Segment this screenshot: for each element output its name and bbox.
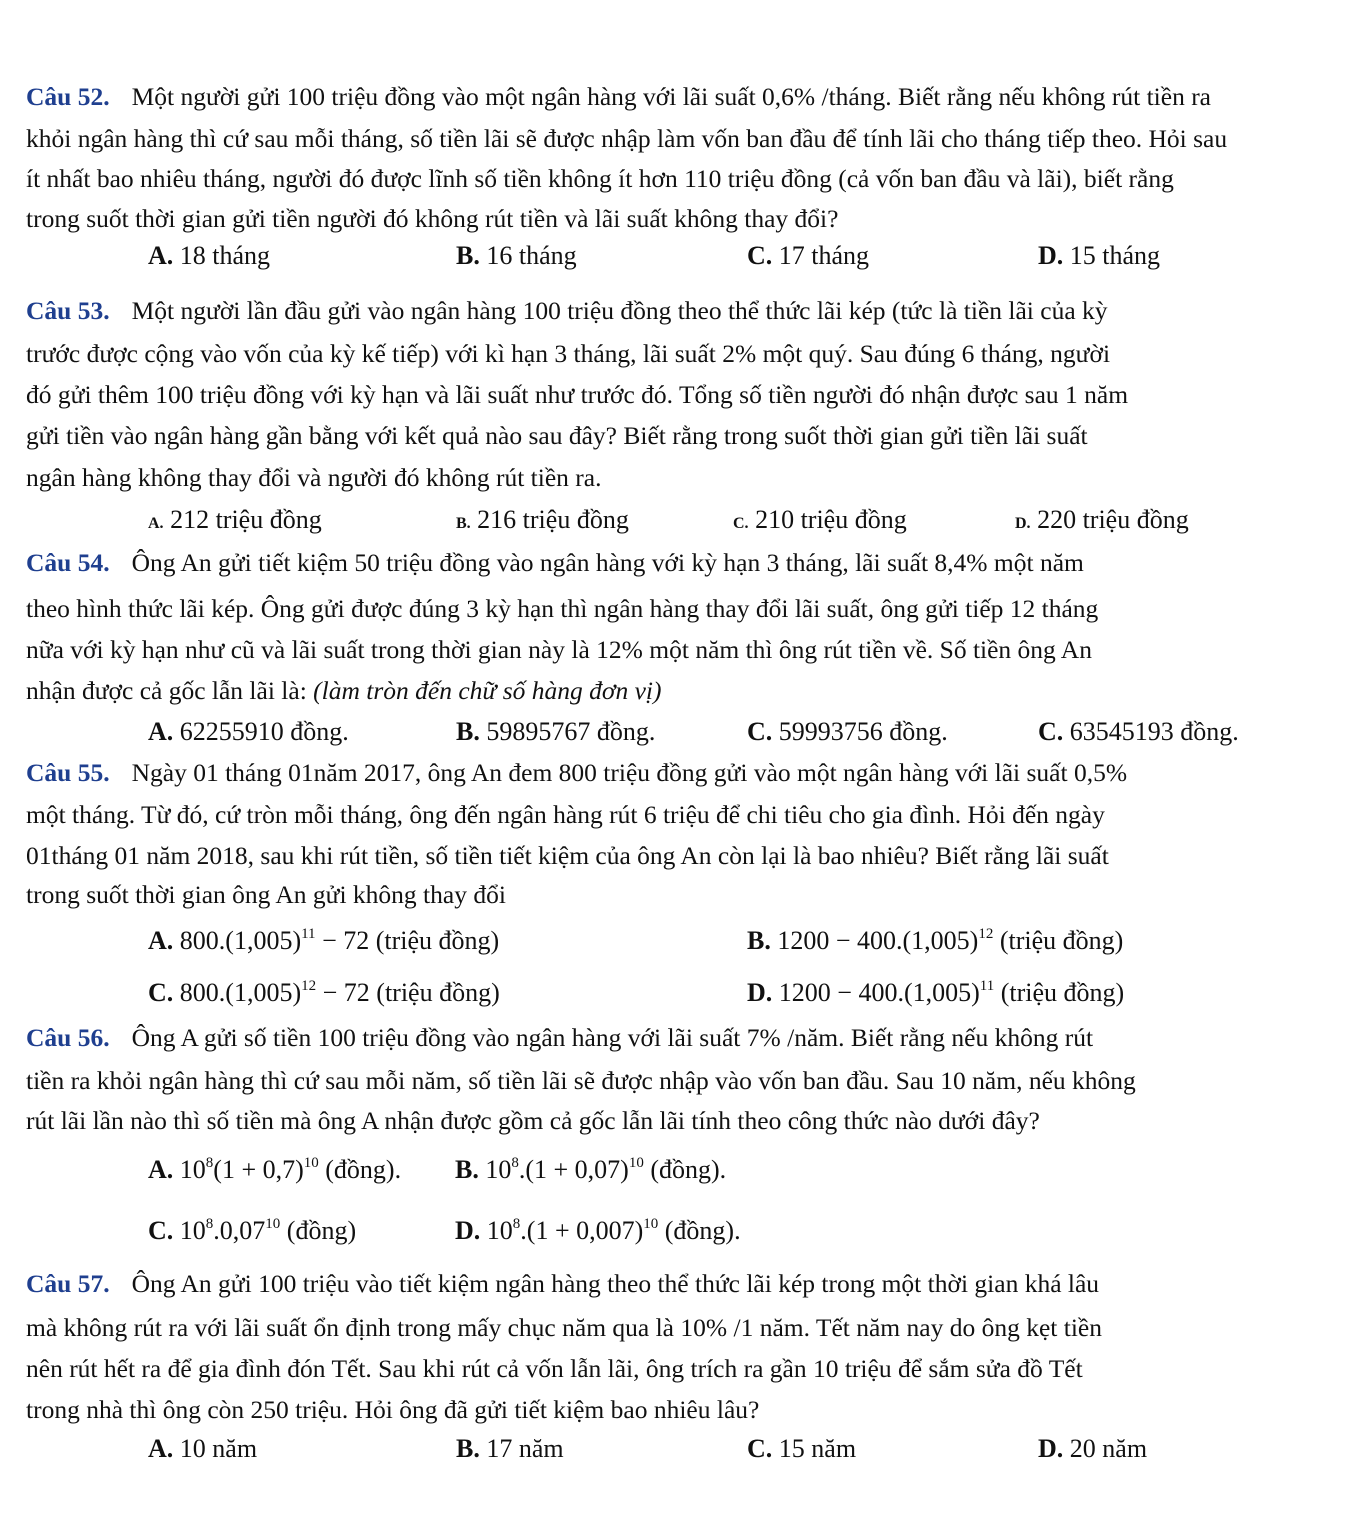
question-53-line-5: ngân hàng không thay đổi và người đó không rút tiền ra.: [26, 463, 602, 492]
question-56-choice-d[interactable]: D. $10^8.(1 + 0,007)^{10}$ (đồng).: [455, 1216, 741, 1245]
question-53-choice-b[interactable]: B. 216 triệu đồng: [456, 505, 629, 534]
question-57-choice-d[interactable]: D. 20 năm: [1038, 1434, 1148, 1463]
question-53-line-2: trước được cộng vào vốn của kỳ kế tiếp) với kì hạn 3 tháng, lãi suất 2% một quý. Sau đúng 6 tháng, người: [26, 339, 1111, 368]
question-53-line-4: gửi tiền vào ngân hàng gần bằng với kết quả nào sau đây? Biết rằng trong suốt thời gian gửi tiền lãi suất: [26, 421, 1088, 450]
question-52-line-4: trong suốt thời gian gửi tiền người đó không rút tiền và lãi suất không thay đổi?: [26, 204, 839, 233]
question-54-line-2: theo hình thức lãi kép. Ông gửi được đúng 3 kỳ hạn thì ngân hàng thay đổi lãi suất, ông gửi tiếp 12 tháng: [26, 594, 1099, 623]
question-54-choice-c[interactable]: C. 59993756 đồng.: [747, 717, 948, 746]
question-54-label: Câu 54.: [26, 548, 110, 577]
question-57-choice-a[interactable]: A. 10 năm: [148, 1434, 258, 1463]
question-52-choice-d[interactable]: D. 15 tháng: [1038, 241, 1161, 270]
question-53-choice-c[interactable]: C. 210 triệu đồng: [733, 505, 907, 534]
question-56-choice-c[interactable]: C. $10^8.0,07^{10}$ (đồng): [148, 1216, 357, 1245]
question-57-choice-c[interactable]: C. 15 năm: [747, 1434, 857, 1463]
question-55-choice-d[interactable]: D. $1200 - 400.(1,005)^{11}$ (triệu đồng): [747, 978, 1125, 1007]
question-55-line-4: trong suốt thời gian ông An gửi không thay đổi: [26, 880, 506, 909]
question-57-line-3: nên rút hết ra để gia đình đón Tết. Sau khi rút cả vốn lẫn lãi, ông trích ra gần 10 triệu để sắm sửa đồ Tết: [26, 1354, 1083, 1383]
question-57-line-4: trong nhà thì ông còn 250 triệu. Hỏi ông đã gửi tiết kiệm bao nhiêu lâu?: [26, 1395, 760, 1424]
question-56-line-3: rút lãi lần nào thì số tiền mà ông A nhận được gồm cả gốc lẫn lãi tính theo công thức nào dưới đây?: [26, 1106, 1040, 1135]
question-56-line-2: tiền ra khỏi ngân hàng thì cứ sau mỗi năm, số tiền lãi sẽ được nhập vào vốn ban đầu. Sau 10 năm, nếu không: [26, 1066, 1136, 1095]
question-54-choice-b[interactable]: B. 59895767 đồng.: [456, 717, 656, 746]
question-52-choice-c[interactable]: C. 17 tháng: [747, 241, 870, 270]
question-55-choice-b[interactable]: B. $1200 - 400.(1,005)^{12}$ (triệu đồng): [747, 926, 1124, 955]
question-54-line-4: nhận được cả gốc lẫn lãi là: (làm tròn đến chữ số hàng đơn vị): [26, 676, 662, 705]
question-53-line-1: Câu 53. Một người lần đầu gửi vào ngân hàng 100 triệu đồng theo thể thức lãi kép (tức là tiền lãi của kỳ: [26, 296, 1108, 325]
question-54-line-1: Câu 54. Ông An gửi tiết kiệm 50 triệu đồng vào ngân hàng với kỳ hạn 3 tháng, lãi suất 8,4% một năm: [26, 548, 1084, 577]
question-52-line-2: khỏi ngân hàng thì cứ sau mỗi tháng, số tiền lãi sẽ được nhập làm vốn ban đầu để tính lãi cho tháng tiếp theo. Hỏi sau: [26, 124, 1228, 153]
question-54-choice-d[interactable]: C. 63545193 đồng.: [1038, 717, 1239, 746]
question-53-choice-a[interactable]: A. 212 triệu đồng: [148, 505, 322, 534]
question-55-line-3: 01tháng 01 năm 2018, sau khi rút tiền, số tiền tiết kiệm của ông An còn lại là bao nhiêu? Biết rằng lãi suất: [26, 841, 1109, 870]
question-55-choice-a[interactable]: A. $800.(1,005)^{11} - 72$ (triệu đồng): [148, 926, 500, 955]
question-57-line-2: mà không rút ra với lãi suất ổn định trong mấy chục năm qua là 10% /1 năm. Tết năm nay do ông kẹt tiền: [26, 1313, 1102, 1342]
question-53-label: Câu 53.: [26, 296, 110, 325]
question-57-choice-b[interactable]: B. 17 năm: [456, 1434, 564, 1463]
question-56-choice-b[interactable]: B. $10^8.(1 + 0,07)^{10}$ (đồng).: [455, 1155, 727, 1184]
question-56-line-1: Câu 56. Ông A gửi số tiền 100 triệu đồng vào ngân hàng với lãi suất 7% /năm. Biết rằng nếu không rút: [26, 1023, 1094, 1052]
question-55-line-1: Câu 55. Ngày 01 tháng 01năm 2017, ông An đem 800 triệu đồng gửi vào một ngân hàng với lãi suất 0,5%: [26, 758, 1128, 787]
question-52-line-3: ít nhất bao nhiêu tháng, người đó được lĩnh số tiền không ít hơn 110 triệu đồng (cả vốn ban đầu và lãi), biết rằng: [26, 164, 1174, 193]
question-55-line-2: một tháng. Từ đó, cứ tròn mỗi tháng, ông đến ngân hàng rút 6 triệu để chi tiêu cho gia đình. Hỏi đến ngày: [26, 800, 1105, 829]
question-53-choice-d[interactable]: D. 220 triệu đồng: [1015, 505, 1189, 534]
question-56-choice-a[interactable]: A. $10^8(1 + 0,7)^{10}$ (đồng).: [148, 1155, 402, 1184]
question-57-label: Câu 57.: [26, 1269, 110, 1298]
question-57-line-1: Câu 57. Ông An gửi 100 triệu vào tiết kiệm ngân hàng theo thể thức lãi kép trong một thời gian khá lâu: [26, 1269, 1100, 1298]
question-52-label: Câu 52.: [26, 82, 110, 111]
question-55-label: Câu 55.: [26, 758, 110, 787]
question-52-line-1: Câu 52. Một người gửi 100 triệu đồng vào một ngân hàng với lãi suất 0,6% /tháng. Biết rằng nếu không rút tiền ra: [26, 82, 1212, 111]
question-55-choice-c[interactable]: C. $800.(1,005)^{12} - 72$ (triệu đồng): [148, 978, 500, 1007]
rounding-note: (làm tròn đến chữ số hàng đơn vị): [313, 676, 662, 705]
question-52-choice-a[interactable]: A. 18 tháng: [148, 241, 271, 270]
question-54-line-3: nữa với kỳ hạn như cũ và lãi suất trong thời gian này là 12% một năm thì ông rút tiền về. Số tiền ông An: [26, 635, 1092, 664]
question-53-line-3: đó gửi thêm 100 triệu đồng với kỳ hạn và lãi suất như trước đó. Tổng số tiền người đó nhận được sau 1 năm: [26, 380, 1129, 409]
question-54-choice-a[interactable]: A. 62255910 đồng.: [148, 717, 349, 746]
question-56-label: Câu 56.: [26, 1023, 110, 1052]
question-52-choice-b[interactable]: B. 16 tháng: [456, 241, 577, 270]
